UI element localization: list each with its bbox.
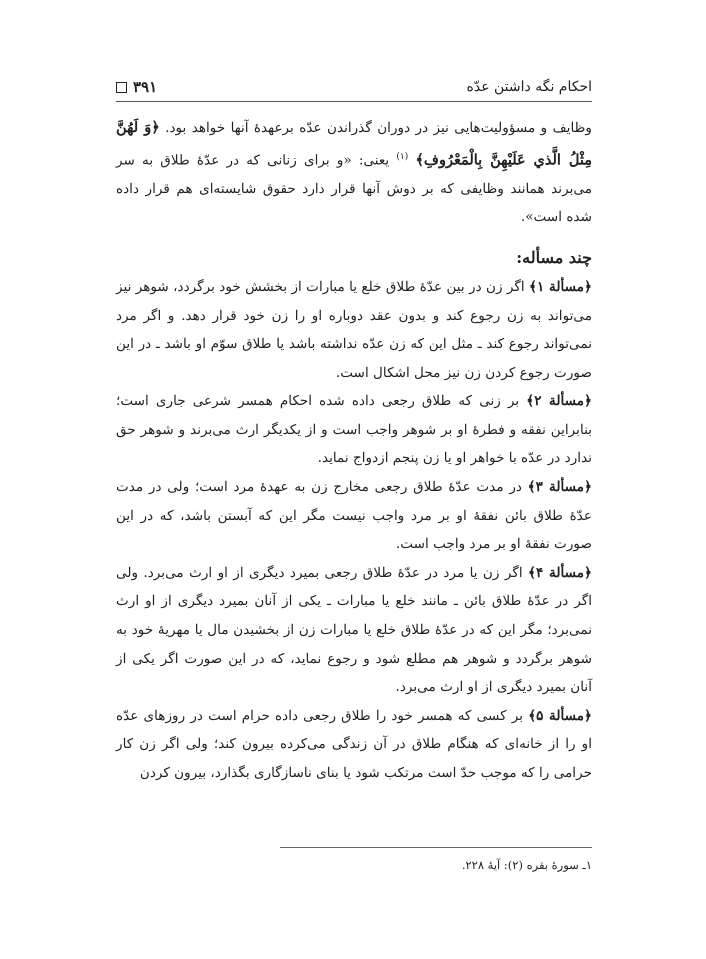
issue-text: اگر زن یا مرد در عدّهٔ طلاق رجعی بمیرد دیگری از او ارث می‌برد. ولی اگر در عدّهٔ طلاق بائن ـ مانند خلع یا مبارات ـ یکی از آنان بمیرد دیگری از او ارث نمی‌برد؛ مگر این که در عدّهٔ طلاق خلع یا مبارات زن از بخشیدن مال یا مهریهٔ خود به شوهر برگردد و شوهر هم مطلع شود و رجوع نماید، که در این صورت اگر یکی از آنان بمیرد دیگری از او ارث می‌برد. bbox=[116, 564, 592, 696]
issue-paragraph-1 bbox=[116, 273, 592, 387]
issue-label: ﴿مسألة ۴﴾ bbox=[527, 564, 592, 581]
footnote-divider bbox=[280, 847, 592, 848]
header-title: احکام نگه داشتن عدّه bbox=[466, 79, 592, 95]
issue-paragraph-3 bbox=[116, 473, 592, 559]
header-divider bbox=[116, 101, 592, 102]
running-header bbox=[116, 76, 592, 98]
issue-text: اگر زن در بین عدّهٔ طلاق خلع یا مبارات از بخشش خود برگردد، شوهر نیز می‌تواند به زن رجوع کند و بدون عقد دوباره او را زن خود قرار دهد. و اگر مرد نمی‌تواند رجوع کند ـ مثل این که زن عدّه نداشته باشد یا طلاق سوّم او باشد ـ در این صورت رجوع کردن زن نیز محل اشکال است. bbox=[116, 278, 592, 381]
square-ornament-icon bbox=[116, 82, 127, 93]
issue-paragraph-4 bbox=[116, 559, 592, 702]
issue-text: در مدت عدّهٔ طلاق رجعی مخارج زن به عهدهٔ مرد است؛ ولی در مدت عدّهٔ طلاق بائن نفقهٔ او بر مرد واجب نیست مگر این که آبستن باشد، که در این صورت نفقهٔ او بر مرد واجب است. bbox=[116, 479, 592, 553]
footnote: ۱ـ سورهٔ بقره (۲): آیهٔ ۲۲۸. bbox=[461, 858, 592, 872]
intro-paragraph bbox=[116, 114, 592, 232]
intro-text-before: وظایف و مسؤولیت‌هایی نیز در دوران گذراندن عدّه برعهدهٔ آنها خواهد بود. bbox=[159, 120, 592, 136]
issue-label: ﴿مسألة ۱﴾ bbox=[529, 278, 593, 295]
issue-paragraph-2 bbox=[116, 387, 592, 473]
quran-verse: ﴿وَ لَهُنَّ مِثْلُ الَّذي عَلَيْهِنَّ بِالْمَعْرُوفِ﴾ bbox=[116, 119, 592, 169]
page-number-block bbox=[116, 78, 157, 96]
issue-label: ﴿مسألة ۲﴾ bbox=[526, 393, 592, 410]
issue-label: ﴿مسألة ۳﴾ bbox=[527, 479, 592, 496]
issue-paragraph-5 bbox=[116, 702, 592, 788]
intro-text-after: یعنی: «و برای زنانی که در عدّهٔ طلاق به سر می‌برند همانند وظایفی که بر دوش آنها قرار دارد حقوق شایسته‌ای هم قرار داده شده است». bbox=[116, 152, 592, 226]
page-number: ۳۹۱ bbox=[133, 78, 158, 96]
issue-label: ﴿مسألة ۵﴾ bbox=[528, 707, 592, 724]
issue-text: بر زنی که طلاق رجعی داده شده احکام همسر شرعی جاری است؛ بنابراین نفقه و فطرهٔ او بر شوهر واجب است و از یکدیگر ارث می‌برند و شوهر حق ندارد در عدّه با خواهر او یا زن پنجم ازدواج نماید. bbox=[116, 393, 592, 467]
section-title: چند مسأله: bbox=[516, 247, 592, 267]
issue-text: بر کسی که همسر خود را طلاق رجعی داده حرام است در روزهای عدّه او را از خانه‌ای که هنگام طلاق در آن زندگی می‌کرده بیرون کند؛ ولی اگر زن کار حرامی را که موجب حدّ است مرتکب شود یا بنای ناسازگاری بگذارد، بیرون کردن bbox=[116, 707, 592, 781]
page-body bbox=[116, 114, 592, 788]
footnote-reference: (۱) bbox=[396, 151, 409, 162]
